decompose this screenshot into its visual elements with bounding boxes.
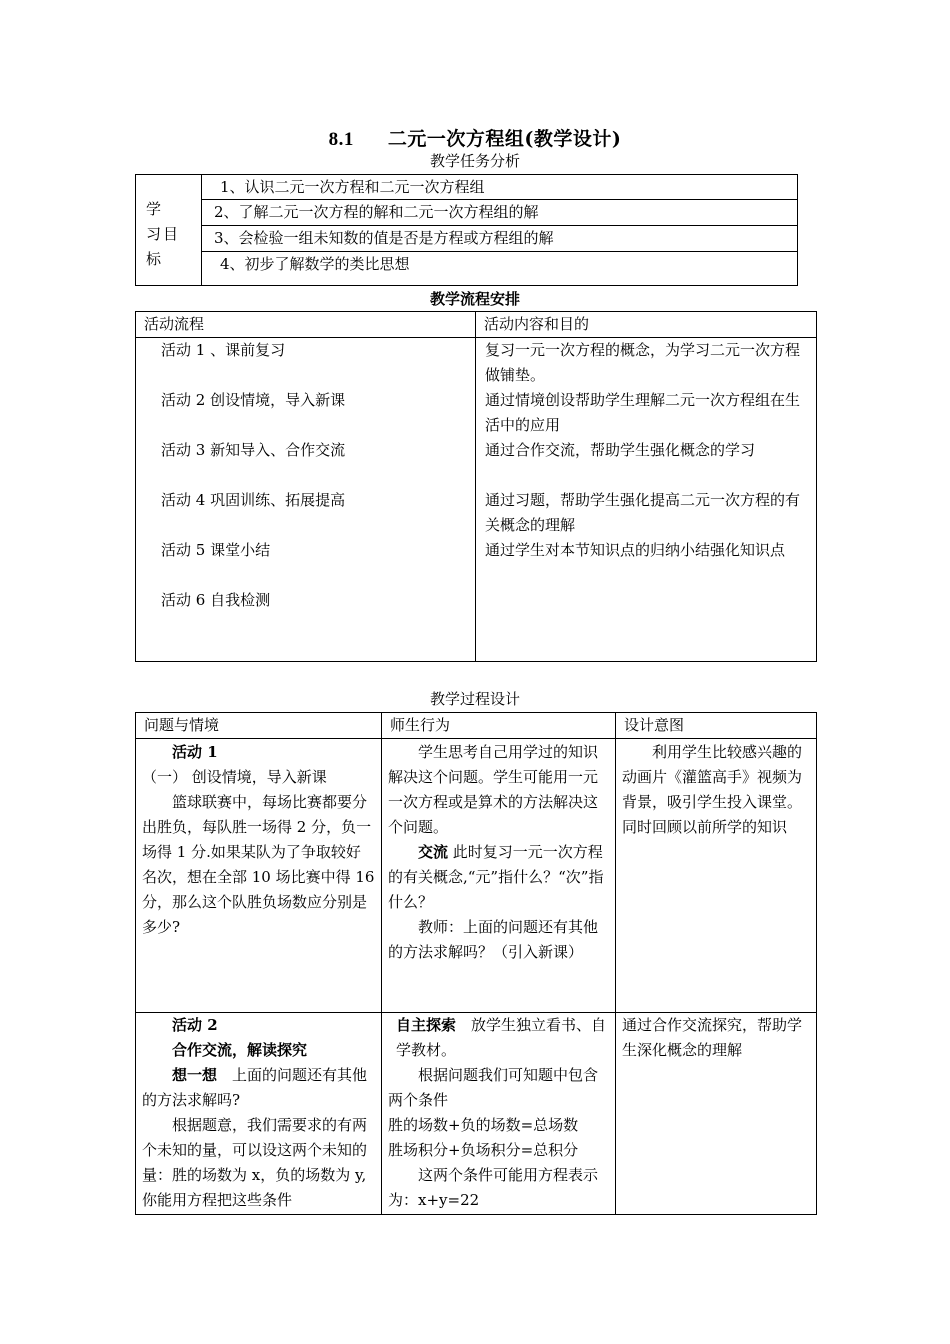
- activity2-subtitle: 合作交流，解读探究: [172, 1041, 308, 1059]
- flow-purpose: 通过学生对本节知识点的归纳小结强化知识点: [485, 541, 786, 559]
- process-header-situation: 问题与情境: [136, 713, 382, 739]
- activity1-subtitle: （一） 创设情境，导入新课: [142, 768, 327, 786]
- process-header-intent: 设计意图: [616, 713, 817, 739]
- flow-activities-cell: [136, 338, 476, 662]
- task-analysis-table: [135, 174, 798, 286]
- title-text: 二元一次方程组(教学设计): [387, 128, 622, 150]
- row1-intent: [616, 739, 817, 1013]
- row1-behavior-3: 教师：上面的问题还有其他的方法求解吗？（引入新课）: [388, 918, 599, 961]
- goal-item: 2、了解二元一次方程的解和二元一次方程组的解: [202, 200, 798, 226]
- row2-intent: [616, 1013, 817, 1215]
- flow-activity: 活动 5 课堂小结: [161, 541, 271, 559]
- flow-activity: 活动 2 创设情境，导入新课: [161, 391, 346, 409]
- row1-behavior: [382, 739, 616, 1013]
- title-number: 8.1: [328, 129, 354, 150]
- row1-behavior-1: 学生思考自己用学过的知识解决这个问题。学生可能用一元一次方程或是算术的方法解决这个问题。: [388, 743, 599, 836]
- row2-behavior: [382, 1013, 616, 1215]
- activity2-title: 活动 2: [172, 1016, 218, 1034]
- activity2-problem: 根据题意，我们需要求的有两个未知的量，可以设这两个未知的量：胜的场数为 x，负的场数为 y,你能用方程把这些条件: [142, 1116, 368, 1209]
- flow-caption: 教学流程安排: [429, 290, 520, 308]
- flow-purpose: 通过合作交流，帮助学生强化概念的学习: [485, 441, 756, 459]
- flow-header-purpose: 活动内容和目的: [476, 312, 817, 338]
- activity2-think: 想一想 上面的问题还有其他的方法求解吗?: [142, 1066, 368, 1109]
- activity1-title: 活动 1: [172, 743, 218, 761]
- row2-behavior-3: 胜场积分+负场积分=总积分: [388, 1141, 579, 1159]
- goal-item: 3、会检验一组未知数的值是否是方程或方程组的解: [202, 226, 798, 252]
- task-analysis-caption: 教学任务分析: [429, 152, 520, 170]
- process-header-behavior: 师生行为: [382, 713, 616, 739]
- process-table: [135, 712, 817, 1215]
- row2-explore: 自主探索 放学生独立看书、自学教材。: [396, 1016, 607, 1059]
- goal-item: 1、认识二元一次方程和二元一次方程组: [202, 175, 798, 200]
- row2-intent-text: 通过合作交流探究，帮助学生深化概念的理解: [622, 1016, 803, 1059]
- flow-header-activity: 活动流程: [136, 312, 476, 338]
- goal-item: 4、初步了解数学的类比思想: [202, 252, 798, 286]
- row2-behavior-2: 胜的场数+负的场数=总场数: [388, 1116, 579, 1134]
- flow-table: [135, 311, 817, 662]
- row2-situation: [136, 1013, 382, 1215]
- row1-behavior-2: 交流 此时复习一元一次方程的有关概念,“元”指什么？“次”指什么？: [388, 843, 604, 911]
- row1-situation: [136, 739, 382, 1013]
- flow-activity: 活动 6 自我检测: [161, 591, 271, 609]
- activity1-problem: 篮球联赛中，每场比赛都要分出胜负，每队胜一场得 2 分，负一场得 1 分.如果某队为了争取较好名次，想在全部 10 场比赛中得 16 分，那么这个队胜负场数应分别是多少?: [142, 793, 375, 936]
- row1-intent-2: 同时回顾以前所学的知识: [622, 818, 788, 836]
- flow-purpose: 通过习题，帮助学生强化提高二元一次方程的有关概念的理解: [485, 491, 801, 534]
- process-caption: 教学过程设计: [429, 690, 520, 708]
- goal-label: 学 习目标: [136, 175, 202, 286]
- flow-activity: 活动 3 新知导入、合作交流: [161, 441, 346, 459]
- flow-purpose: 复习一元一次方程的概念，为学习二元一次方程做铺垫。: [485, 341, 801, 384]
- row2-behavior-4: 这两个条件可能用方程表示 为：x+y=22: [388, 1166, 599, 1209]
- flow-activity: 活动 1 、课前复习: [161, 341, 286, 359]
- page-title: [0, 124, 950, 151]
- flow-purposes-cell: [476, 338, 817, 662]
- flow-purpose: 通过情境创设帮助学生理解二元一次方程组在生活中的应用: [485, 391, 801, 434]
- row1-intent-1: 利用学生比较感兴趣的动画片《灌篮高手》视频为背景，吸引学生投入课堂。: [622, 743, 803, 811]
- row2-behavior-1: 根据问题我们可知题中包含两个条件: [388, 1066, 599, 1109]
- flow-activity: 活动 4 巩固训练、拓展提高: [161, 491, 346, 509]
